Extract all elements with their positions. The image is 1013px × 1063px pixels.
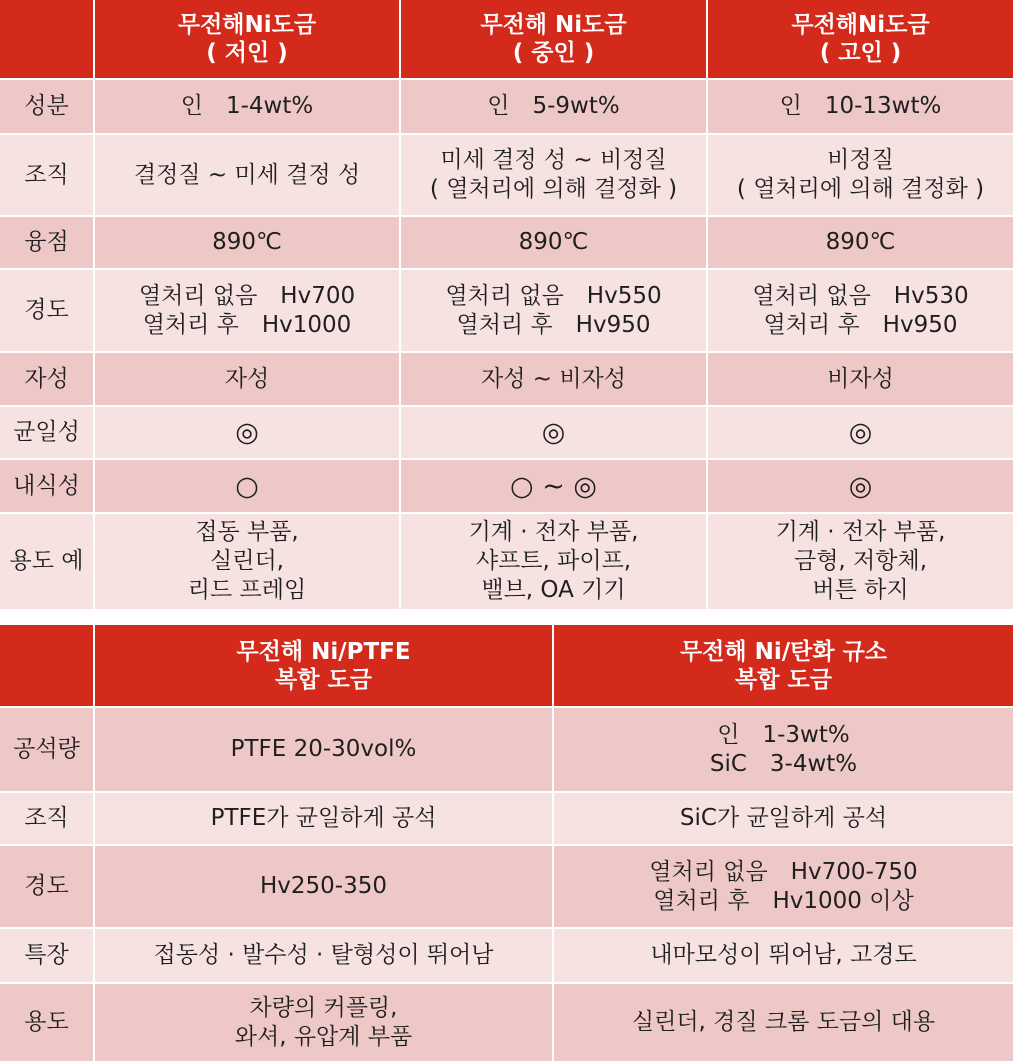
row-label: 융점 xyxy=(0,217,95,270)
table1-row-magnetism xyxy=(0,353,1013,407)
row-label: 용도 xyxy=(0,984,95,1063)
table-cell: 차량의 커플링, 와셔, 유압계 부품 xyxy=(95,984,554,1063)
table-cell: ◎ xyxy=(708,407,1013,460)
row-label: 조직 xyxy=(0,135,95,217)
table1-row-melting-point xyxy=(0,217,1013,270)
row-label: 자성 xyxy=(0,353,95,407)
row-label: 경도 xyxy=(0,270,95,353)
table-cell: 실린더, 경질 크롬 도금의 대용 xyxy=(554,984,1013,1063)
row-label: 경도 xyxy=(0,846,95,929)
table-cell: 자성 xyxy=(95,353,401,407)
table2-header-ni-ptfe: 무전해 Ni/PTFE 복합 도금 xyxy=(95,625,554,708)
table-cell: 자성 ~ 비자성 xyxy=(401,353,708,407)
row-label: 용도 예 xyxy=(0,514,95,611)
table1-row-applications xyxy=(0,514,1013,611)
table-cell: 접동성 · 발수성 · 탈형성이 뛰어남 xyxy=(95,929,554,984)
table-cell: 인 5-9wt% xyxy=(401,80,708,135)
table-cell: Hv250-350 xyxy=(95,846,554,929)
table1-row-uniformity xyxy=(0,407,1013,460)
plating-comparison-table-2 xyxy=(0,625,1013,1063)
table-cell: 미세 결정 성 ~ 비정질 ( 열처리에 의해 결정화 ) xyxy=(401,135,708,217)
table1-header-mid-phosphorus: 무전해 Ni도금 ( 중인 ) xyxy=(401,0,708,80)
table-cell: 890℃ xyxy=(401,217,708,270)
table2-header-row xyxy=(0,625,1013,708)
row-label: 공석량 xyxy=(0,708,95,793)
table-cell: 열처리 없음 Hv700 열처리 후 Hv1000 xyxy=(95,270,401,353)
table-cell: ◎ xyxy=(708,460,1013,514)
table-cell: 인 1-3wt% SiC 3-4wt% xyxy=(554,708,1013,793)
table-cell: 890℃ xyxy=(708,217,1013,270)
row-label: 내식성 xyxy=(0,460,95,514)
table1-row-hardness xyxy=(0,270,1013,353)
table1-header-blank xyxy=(0,0,95,80)
table-cell: PTFE가 균일하게 공석 xyxy=(95,793,554,846)
table1-header-high-phosphorus: 무전해Ni도금 ( 고인 ) xyxy=(708,0,1013,80)
table-cell: 접동 부품, 실린더, 리드 프레임 xyxy=(95,514,401,611)
table-cell: 열처리 없음 Hv550 열처리 후 Hv950 xyxy=(401,270,708,353)
table-cell: 기계 · 전자 부품, 금형, 저항체, 버튼 하지 xyxy=(708,514,1013,611)
table-cell: 비자성 xyxy=(708,353,1013,407)
table1-header-low-phosphorus: 무전해Ni도금 ( 저인 ) xyxy=(95,0,401,80)
table-cell: 내마모성이 뛰어남, 고경도 xyxy=(554,929,1013,984)
table2-header-ni-sic: 무전해 Ni/탄화 규소 복합 도금 xyxy=(554,625,1013,708)
table1-header-row xyxy=(0,0,1013,80)
table1-row-corrosion-resistance xyxy=(0,460,1013,514)
table2-row-codeposition xyxy=(0,708,1013,793)
table-cell: ◎ xyxy=(401,407,708,460)
table-cell: ○ xyxy=(95,460,401,514)
table-cell: 기계 · 전자 부품, 샤프트, 파이프, 밸브, OA 기기 xyxy=(401,514,708,611)
row-label: 균일성 xyxy=(0,407,95,460)
table1-row-structure xyxy=(0,135,1013,217)
table2-row-structure xyxy=(0,793,1013,846)
table2-row-applications xyxy=(0,984,1013,1063)
table-cell: PTFE 20-30vol% xyxy=(95,708,554,793)
row-label: 성분 xyxy=(0,80,95,135)
table-cell: 열처리 없음 Hv530 열처리 후 Hv950 xyxy=(708,270,1013,353)
table2-row-features xyxy=(0,929,1013,984)
table-cell: 결정질 ~ 미세 결정 성 xyxy=(95,135,401,217)
table-cell: ◎ xyxy=(95,407,401,460)
table-cell: ○ ~ ◎ xyxy=(401,460,708,514)
table-cell: 인 1-4wt% xyxy=(95,80,401,135)
table-cell: 열처리 없음 Hv700-750 열처리 후 Hv1000 이상 xyxy=(554,846,1013,929)
row-label: 조직 xyxy=(0,793,95,846)
table-cell: 인 10-13wt% xyxy=(708,80,1013,135)
table2-row-hardness xyxy=(0,846,1013,929)
table1-row-composition xyxy=(0,80,1013,135)
row-label: 특장 xyxy=(0,929,95,984)
table-cell: 890℃ xyxy=(95,217,401,270)
table-cell: SiC가 균일하게 공석 xyxy=(554,793,1013,846)
table-cell: 비정질 ( 열처리에 의해 결정화 ) xyxy=(708,135,1013,217)
table2-header-blank xyxy=(0,625,95,708)
